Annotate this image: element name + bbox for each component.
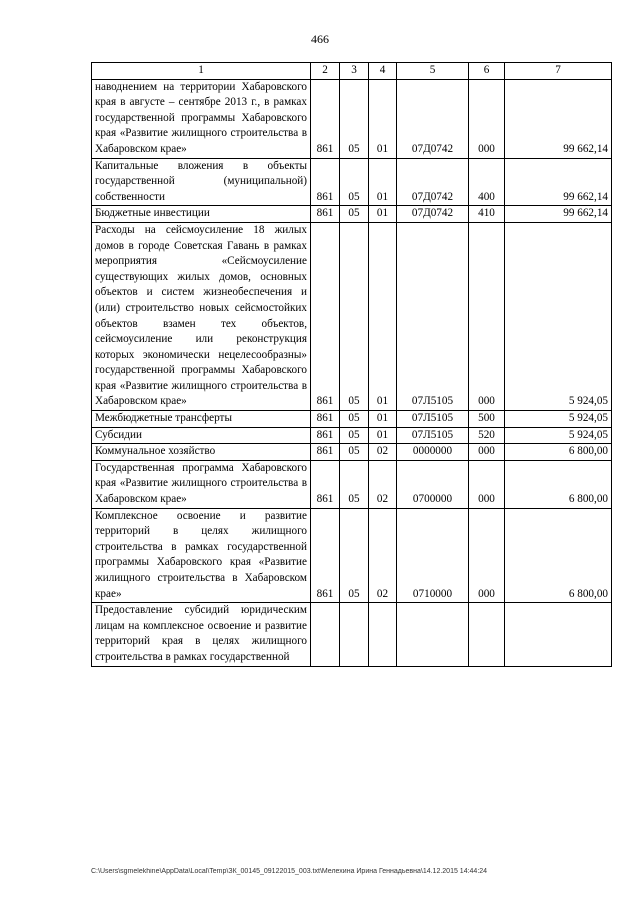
row-target-code: 07Л5105 [397, 222, 469, 410]
row-name: наводнением на территории Хабаровского края в августе – сентябре 2013 г., в рамках государственной программы Хабаровского края «Развитие жилищного строительства в Хабаровском крае» [92, 79, 311, 158]
row-expense-type: 000 [469, 222, 505, 410]
row-expense-type [469, 603, 505, 666]
row-grbs: 861 [311, 444, 340, 461]
row-section: 05 [340, 444, 369, 461]
row-amount: 99 662,14 [505, 79, 612, 158]
row-subsection [369, 603, 397, 666]
row-subsection: 01 [369, 222, 397, 410]
table-row [92, 206, 612, 223]
row-subsection: 01 [369, 427, 397, 444]
table-row [92, 508, 612, 603]
row-name: Капитальные вложения в объекты государственной (муниципальной) собственности [92, 158, 311, 206]
row-expense-type: 400 [469, 158, 505, 206]
row-section: 05 [340, 508, 369, 603]
row-target-code [397, 603, 469, 666]
row-target-code: 0000000 [397, 444, 469, 461]
file-path-footer: C:\Users\sgmelekhine\AppData\Local\Temp\ЗК_00145_09122015_003.txt\Мелехина Ирина Геннадьевна\14.12.2015 14:44:24 [91, 868, 488, 875]
row-amount: 6 800,00 [505, 460, 612, 508]
row-name: Межбюджетные трансферты [92, 411, 311, 428]
row-amount: 99 662,14 [505, 206, 612, 223]
row-grbs: 861 [311, 79, 340, 158]
row-amount: 99 662,14 [505, 158, 612, 206]
row-section: 05 [340, 222, 369, 410]
row-section: 05 [340, 411, 369, 428]
row-grbs [311, 603, 340, 666]
column-header: 1 [92, 63, 311, 80]
row-grbs: 861 [311, 411, 340, 428]
row-subsection: 02 [369, 444, 397, 461]
table-row [92, 411, 612, 428]
row-subsection: 02 [369, 460, 397, 508]
row-grbs: 861 [311, 508, 340, 603]
row-target-code: 07Л5105 [397, 427, 469, 444]
table-row [92, 444, 612, 461]
table-row [92, 222, 612, 410]
column-header: 6 [469, 63, 505, 80]
row-expense-type: 000 [469, 444, 505, 461]
row-amount: 5 924,05 [505, 222, 612, 410]
row-amount: 5 924,05 [505, 427, 612, 444]
row-amount: 5 924,05 [505, 411, 612, 428]
column-header: 7 [505, 63, 612, 80]
column-header: 2 [311, 63, 340, 80]
row-expense-type: 000 [469, 508, 505, 603]
column-header: 3 [340, 63, 369, 80]
row-name: Государственная программа Хабаровского края «Развитие жилищного строительства в Хабаровском крае» [92, 460, 311, 508]
table-row [92, 158, 612, 206]
row-amount [505, 603, 612, 666]
row-subsection: 01 [369, 206, 397, 223]
row-subsection: 01 [369, 411, 397, 428]
page-number: 466 [311, 32, 329, 46]
row-name: Коммунальное хозяйство [92, 444, 311, 461]
budget-table [91, 62, 612, 667]
row-grbs: 861 [311, 460, 340, 508]
column-header: 5 [397, 63, 469, 80]
row-subsection: 02 [369, 508, 397, 603]
row-grbs: 861 [311, 222, 340, 410]
row-target-code: 07Л5105 [397, 411, 469, 428]
row-target-code: 0700000 [397, 460, 469, 508]
row-expense-type: 500 [469, 411, 505, 428]
table-row [92, 427, 612, 444]
row-amount: 6 800,00 [505, 444, 612, 461]
row-section: 05 [340, 206, 369, 223]
row-grbs: 861 [311, 427, 340, 444]
column-header: 4 [369, 63, 397, 80]
row-grbs: 861 [311, 158, 340, 206]
row-name: Субсидии [92, 427, 311, 444]
row-expense-type: 000 [469, 460, 505, 508]
row-expense-type: 410 [469, 206, 505, 223]
table-row [92, 603, 612, 666]
row-name: Расходы на сейсмоусиление 18 жилых домов в городе Советская Гавань в рамках мероприятия «Сейсмоусиление существующих жилых домов, основных объектов и систем жизнеобеспечения и (или) строительство новых сейсмостойких объектов взамен тех объектов, сейсмоусиление или реконструкция которых экономически нецелесообразны» государственной программы Хабаровского края «Развитие жилищного строительства в Хабаровском крае» [92, 222, 311, 410]
row-name: Комплексное освоение и развитие территорий в целях жилищного строительства в рамках государственной программы Хабаровского края «Развитие жилищного строительства в Хабаровском крае» [92, 508, 311, 603]
row-target-code: 07Д0742 [397, 206, 469, 223]
row-target-code: 07Д0742 [397, 158, 469, 206]
table-row [92, 79, 612, 158]
row-section: 05 [340, 79, 369, 158]
row-amount: 6 800,00 [505, 508, 612, 603]
row-target-code: 0710000 [397, 508, 469, 603]
table-row [92, 460, 612, 508]
row-target-code: 07Д0742 [397, 79, 469, 158]
row-expense-type: 000 [469, 79, 505, 158]
row-subsection: 01 [369, 79, 397, 158]
row-subsection: 01 [369, 158, 397, 206]
row-section: 05 [340, 460, 369, 508]
row-grbs: 861 [311, 206, 340, 223]
table-header-row [92, 63, 612, 80]
row-name: Бюджетные инвестиции [92, 206, 311, 223]
row-section: 05 [340, 158, 369, 206]
row-name: Предоставление субсидий юридическим лицам на комплексное освоение и развитие территорий края в целях жилищного строительства в рамках государственной [92, 603, 311, 666]
row-section [340, 603, 369, 666]
row-section: 05 [340, 427, 369, 444]
row-expense-type: 520 [469, 427, 505, 444]
